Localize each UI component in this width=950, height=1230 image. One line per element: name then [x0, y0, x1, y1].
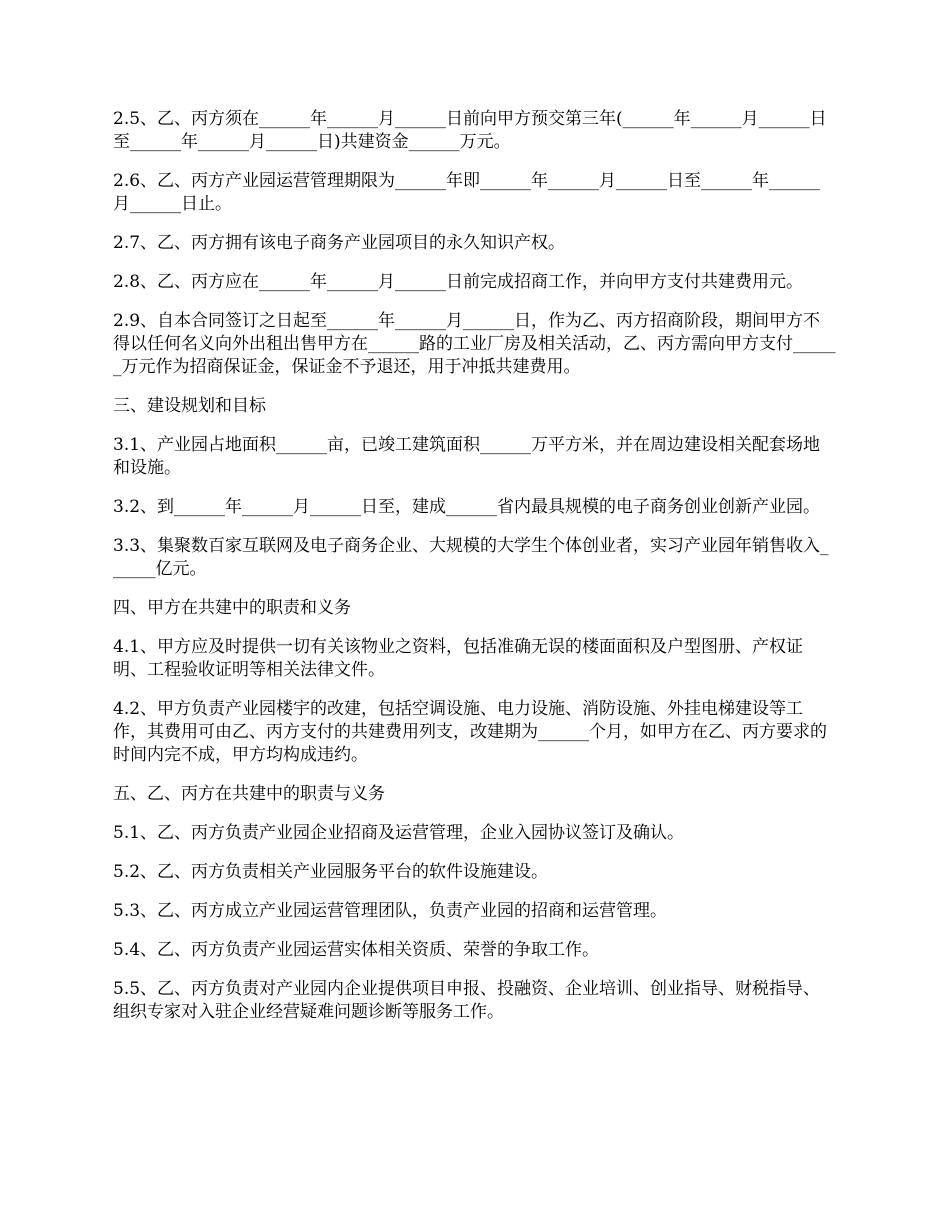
clause-4-1: 4.1、甲方应及时提供一切有关该物业之资料，包括准确无误的楼面面积及户型图册、产权证明、工程验收证明等相关法律文件。	[113, 637, 804, 680]
clause-2-6: 2.6、乙、丙方产业园运营管理期限为______年即______年______月______日至______年______月______日止。	[113, 171, 821, 214]
section-heading-4: 四、甲方在共建中的职责和义务	[113, 598, 351, 618]
clause-5-4: 5.4、乙、丙方负责产业园运营实体相关资质、荣誉的争取工作。	[113, 940, 600, 960]
clause-2-9: 2.9、自本合同签订之日起至______年______月______日，作为乙、丙方招商阶段，期间甲方不得以任何名义向外出租出售甲方在______路的工业厂房及相关活动，乙、丙方需向甲方支付______万元作为招商保证金，保证金不予退还，用于冲抵共建费用。	[113, 311, 836, 377]
document-page	[113, 108, 837, 1040]
clause-2-7: 2.7、乙、丙方拥有该电子商务产业园项目的永久知识产权。	[113, 233, 566, 253]
clause-3-1: 3.1、产业园占地面积______亩，已竣工建筑面积______万平方米，并在周边建设相关配套场地和设施。	[113, 435, 821, 478]
clause-3-3: 3.3、集聚数百家互联网及电子商务企业、大规模的大学生个体创业者，实习产业园年销售收入______亿元。	[113, 536, 829, 579]
section-heading-5: 五、乙、丙方在共建中的职责与义务	[113, 784, 385, 804]
clause-5-2: 5.2、乙、丙方负责相关产业园服务平台的软件设施建设。	[113, 862, 549, 882]
clause-5-1: 5.1、乙、丙方负责产业园企业招商及运营管理，企业入园协议签订及确认。	[113, 823, 685, 843]
clause-3-2: 3.2、到______年______月______日至，建成______省内最具规模的电子商务创业创新产业园。	[113, 497, 821, 517]
clause-2-8: 2.8、乙、丙方应在______年______月______日前完成招商工作，并向甲方支付共建费用元。	[113, 272, 804, 292]
clause-4-2: 4.2、甲方负责产业园楼宇的改建，包括空调设施、电力设施、消防设施、外挂电梯建设等工作，其费用可由乙、丙方支付的共建费用列支，改建期为______个月，如甲方在乙、丙方要求的时间内完不成，甲方均构成违约。	[113, 699, 827, 765]
clause-5-3: 5.3、乙、丙方成立产业园运营管理团队，负责产业园的招商和运营管理。	[113, 901, 668, 921]
clause-2-5: 2.5、乙、丙方须在______年______月______日前向甲方预交第三年(______年______月______日至______年______月______日)共建资金______万元。	[113, 109, 827, 152]
clause-5-5: 5.5、乙、丙方负责对产业园内企业提供项目申报、投融资、企业培训、创业指导、财税指导、组织专家对入驻企业经营疑难问题诊断等服务工作。	[113, 979, 821, 1022]
section-heading-3: 三、建设规划和目标	[113, 396, 266, 416]
